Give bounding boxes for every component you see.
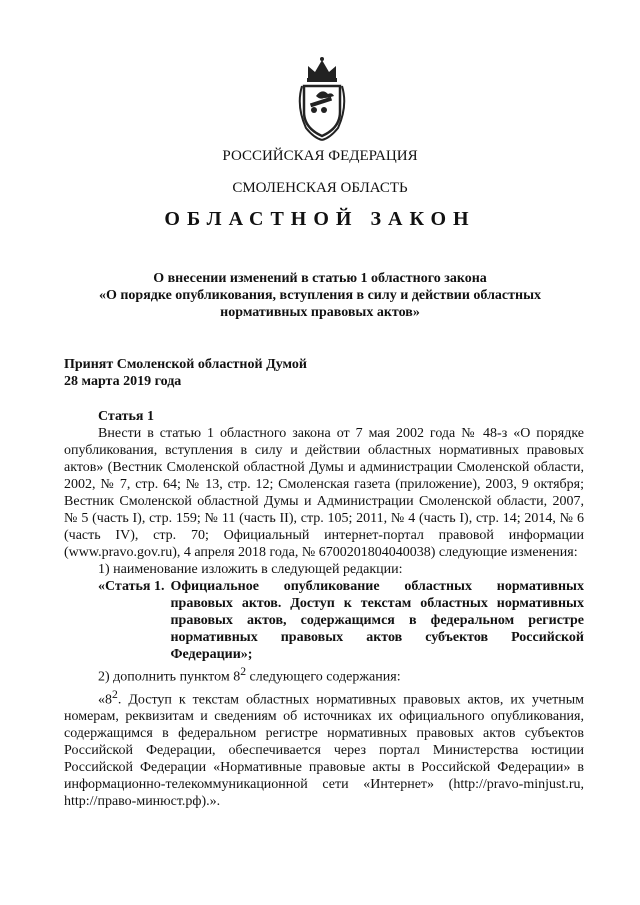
amended-article-title	[64, 578, 584, 663]
law-title-line-1: О внесении изменений в статью 1 областного закона	[153, 271, 487, 286]
paragraph-8-2	[64, 686, 584, 811]
p82-number: «8	[98, 692, 112, 708]
p82-text: . Доступ к текстам областных нормативных правовых актов, их учетным номерам, реквизитам и сведениям об источниках их официального опубликования, содержащимся в федеральном регистре нормативных правовых актов субъектов Российской Федерации, обеспечивается через портал Министерства юстиции Российской Федерации «Нормативные правовые акты в Российской Федерации» в информационно-телекоммуникационной сети «Интернет» (http://pravo-minjust.ru, http://право-минюст.рф).».	[64, 692, 584, 810]
article-body	[64, 408, 584, 810]
amendment-item-1: 1) наименование изложить в следующей редакции:	[98, 562, 403, 577]
article-heading: Статья 1	[98, 409, 154, 424]
amended-article-label: «Статья 1.	[98, 579, 165, 594]
amendment-item-2	[64, 663, 584, 686]
item2-superscript: 2	[240, 665, 247, 678]
item2-text-end: следующего содержания:	[246, 669, 401, 685]
p82-superscript: 2	[112, 687, 118, 701]
law-type-heading: ОБЛАСТНОЙ ЗАКОН	[164, 208, 476, 230]
adoption-body: Принят Смоленской областной Думой	[64, 357, 307, 372]
article-intro-paragraph: Внести в статью 1 областного закона от 7 мая 2002 года № 48-з «О порядке опубликования, вступления в силу и действии областных нормативных правовых актов» (Вестник Смоленской областной Думы и администрации Смоленской области, 2002, № 7, стр. 64; № 13, стр. 12; Смоленская газета (приложение), 2003, 9 октября; Вестник Смоленской областной Думы и Администрации Смоленской области, 2007, № 5 (часть I), стр. 159; № 11 (часть II), стр. 105; 2011, № 4 (часть I), стр. 14; 2014, № 6 (часть IV), стр. 70; Официальный интернет-портал правовой информации (www.pravo.gov.ru), 4 апреля 2018 года, № 6700201804040038) следующие изменения:	[64, 426, 584, 560]
region-heading: СМОЛЕНСКАЯ ОБЛАСТЬ	[232, 180, 408, 196]
item2-text-start: 2) дополнить пунктом 8	[98, 669, 241, 685]
adoption-info	[64, 356, 307, 390]
amended-article-text: Официальное опубликование областных нормативных правовых актов. Доступ к текстам областных нормативных правовых актов, содержащимся в федеральном регистре нормативных правовых актов субъектов Российской Федерации»;	[170, 579, 584, 662]
law-title-line-2: «О порядке опубликования, вступления в силу и действии областных нормативных правовых актов»	[98, 288, 542, 320]
country-heading: РОССИЙСКАЯ ФЕДЕРАЦИЯ	[222, 148, 418, 164]
adoption-date: 28 марта 2019 года	[64, 374, 182, 389]
law-title	[70, 270, 570, 321]
smolensk-coat-of-arms-icon	[294, 56, 350, 142]
